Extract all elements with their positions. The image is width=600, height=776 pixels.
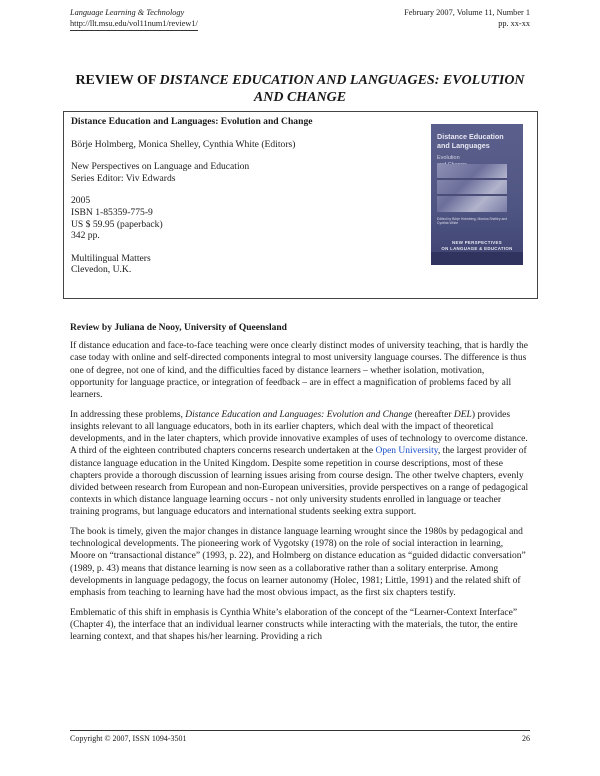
reviewer-byline: Review by Juliana de Nooy, University of Queensland <box>70 323 287 333</box>
cover-shelf <box>437 178 507 180</box>
page-number: 26 <box>522 734 530 743</box>
page-count: 342 pp. <box>71 230 100 242</box>
publisher: Multilingual Matters <box>71 252 151 264</box>
isbn: ISBN 1-85359-775-9 <box>71 206 153 218</box>
article-url[interactable]: http://llt.msu.edu/vol11num1/review1/ <box>70 18 198 31</box>
book-details <box>71 116 411 276</box>
paragraph-1: If distance education and face-to-face teaching were once clearly distinct modes of university teaching, that is hardly the case today with online and self-directed components integral to most university language courses. The difference is thus one of degree, not one of kind, and the difficulties faced by distance learners – whether isolation, motivation, opportunity for language practice, or integration of feedback – are in effect a magnification of problems faced by all learners. <box>70 341 528 401</box>
cover-shelf <box>437 194 507 196</box>
issue-info: February 2007, Volume 11, Number 1 <box>404 8 530 17</box>
publisher-place: Clevedon, U.K. <box>71 264 132 276</box>
paragraph-3: The book is timely, given the major changes in distance language learning wrought since the 1980s by pedagogical and technological developments. The pioneering work of Vygotsky (1978) on the role of social interaction in learning, Moore on “transactional distance” (1993, p. 22), and Holmberg on distance education as “guided didactic conversation” (1989, p. 43) means that distance learning is now seen as a collaborative rather than a solitary enterprise. Among developments in language pedagogy, the focus on learner autonomy (Holec, 1981; Little, 1991) and the related shift of emphasis from teaching to learning have had the most obvious impact, as the first six chapters testify. <box>70 527 526 599</box>
book-editors: Börje Holmberg, Monica Shelley, Cynthia White (Editors) <box>71 138 296 150</box>
paragraph-4: Emblematic of this shift in emphasis is Cynthia White’s elaboration of the concept of the “Learner-Context Interface” (Chapter 4), the interface that an individual learner constructs while interacting with the materials, the tutor, the entire learning context, and that shapes his/her learning. Providing a rich <box>70 607 518 643</box>
publisher-group <box>71 253 411 276</box>
book-series: New Perspectives on Language and Education <box>71 161 250 173</box>
review-title-book: DISTANCE EDUCATION AND LANGUAGES: EVOLUTION AND CHANGE <box>159 73 525 105</box>
series-editor: Series Editor: Viv Edwards <box>71 172 176 184</box>
cover-editors: Edited by Börje Holmberg, Monica Shelley and Cynthia White <box>437 217 508 226</box>
journal-name: Language Learning & Technology <box>70 8 185 17</box>
open-university-link[interactable]: Open University <box>375 446 438 457</box>
page-header <box>70 7 530 31</box>
cover-photo <box>437 164 507 212</box>
copyright: Copyright © 2007, ISSN 1094-3501 <box>70 734 187 743</box>
paragraph-2: In addressing these problems, Distance Education and Languages: Evolution and Change (hereafter DEL) provides insights relevant to all language educators, both in its earlier chapters, which deal with the impact of theoretical developments, and in the later chapters, which provide innovative examples of uses of technology to overcome distance. A third of the eighteen contributed chapters concerns research undertaken at the Open University, the largest provider of distance language education in the United Kingdom. Despite some repetition in course descriptions, most of these chapters provide a thorough discussion of learning issues arising from course design. The other twelve chapters, evenly divided between research from European and non-European universities, provide perspectives on a range of pedagogical contexts in which distance language learning occurs - not only university students enrolled in language or teacher training programs, but language educators and international students seeking extra support. <box>70 409 529 518</box>
review-body <box>70 322 530 651</box>
book-cover-image <box>431 124 523 265</box>
book-series-group <box>71 161 411 184</box>
cover-title: Distance Education and Languages <box>437 132 504 150</box>
price: US $ 59.95 (paperback) <box>71 218 163 230</box>
book-pub-details <box>71 195 411 241</box>
page-range: pp. xx-xx <box>498 19 530 28</box>
book-info-box <box>63 111 538 299</box>
cover-bottom-band <box>431 252 523 265</box>
pub-year: 2005 <box>71 195 91 207</box>
page-footer <box>70 730 530 743</box>
review-title: REVIEW OF DISTANCE EDUCATION AND LANGUAGES: EVOLUTION AND CHANGE <box>75 73 525 105</box>
cover-series: NEW PERSPECTIVES ON LANGUAGE & EDUCATION <box>441 240 513 251</box>
cover-subtitle: Evolution <box>437 155 460 161</box>
book-title: Distance Education and Languages: Evolution and Change <box>71 116 313 127</box>
